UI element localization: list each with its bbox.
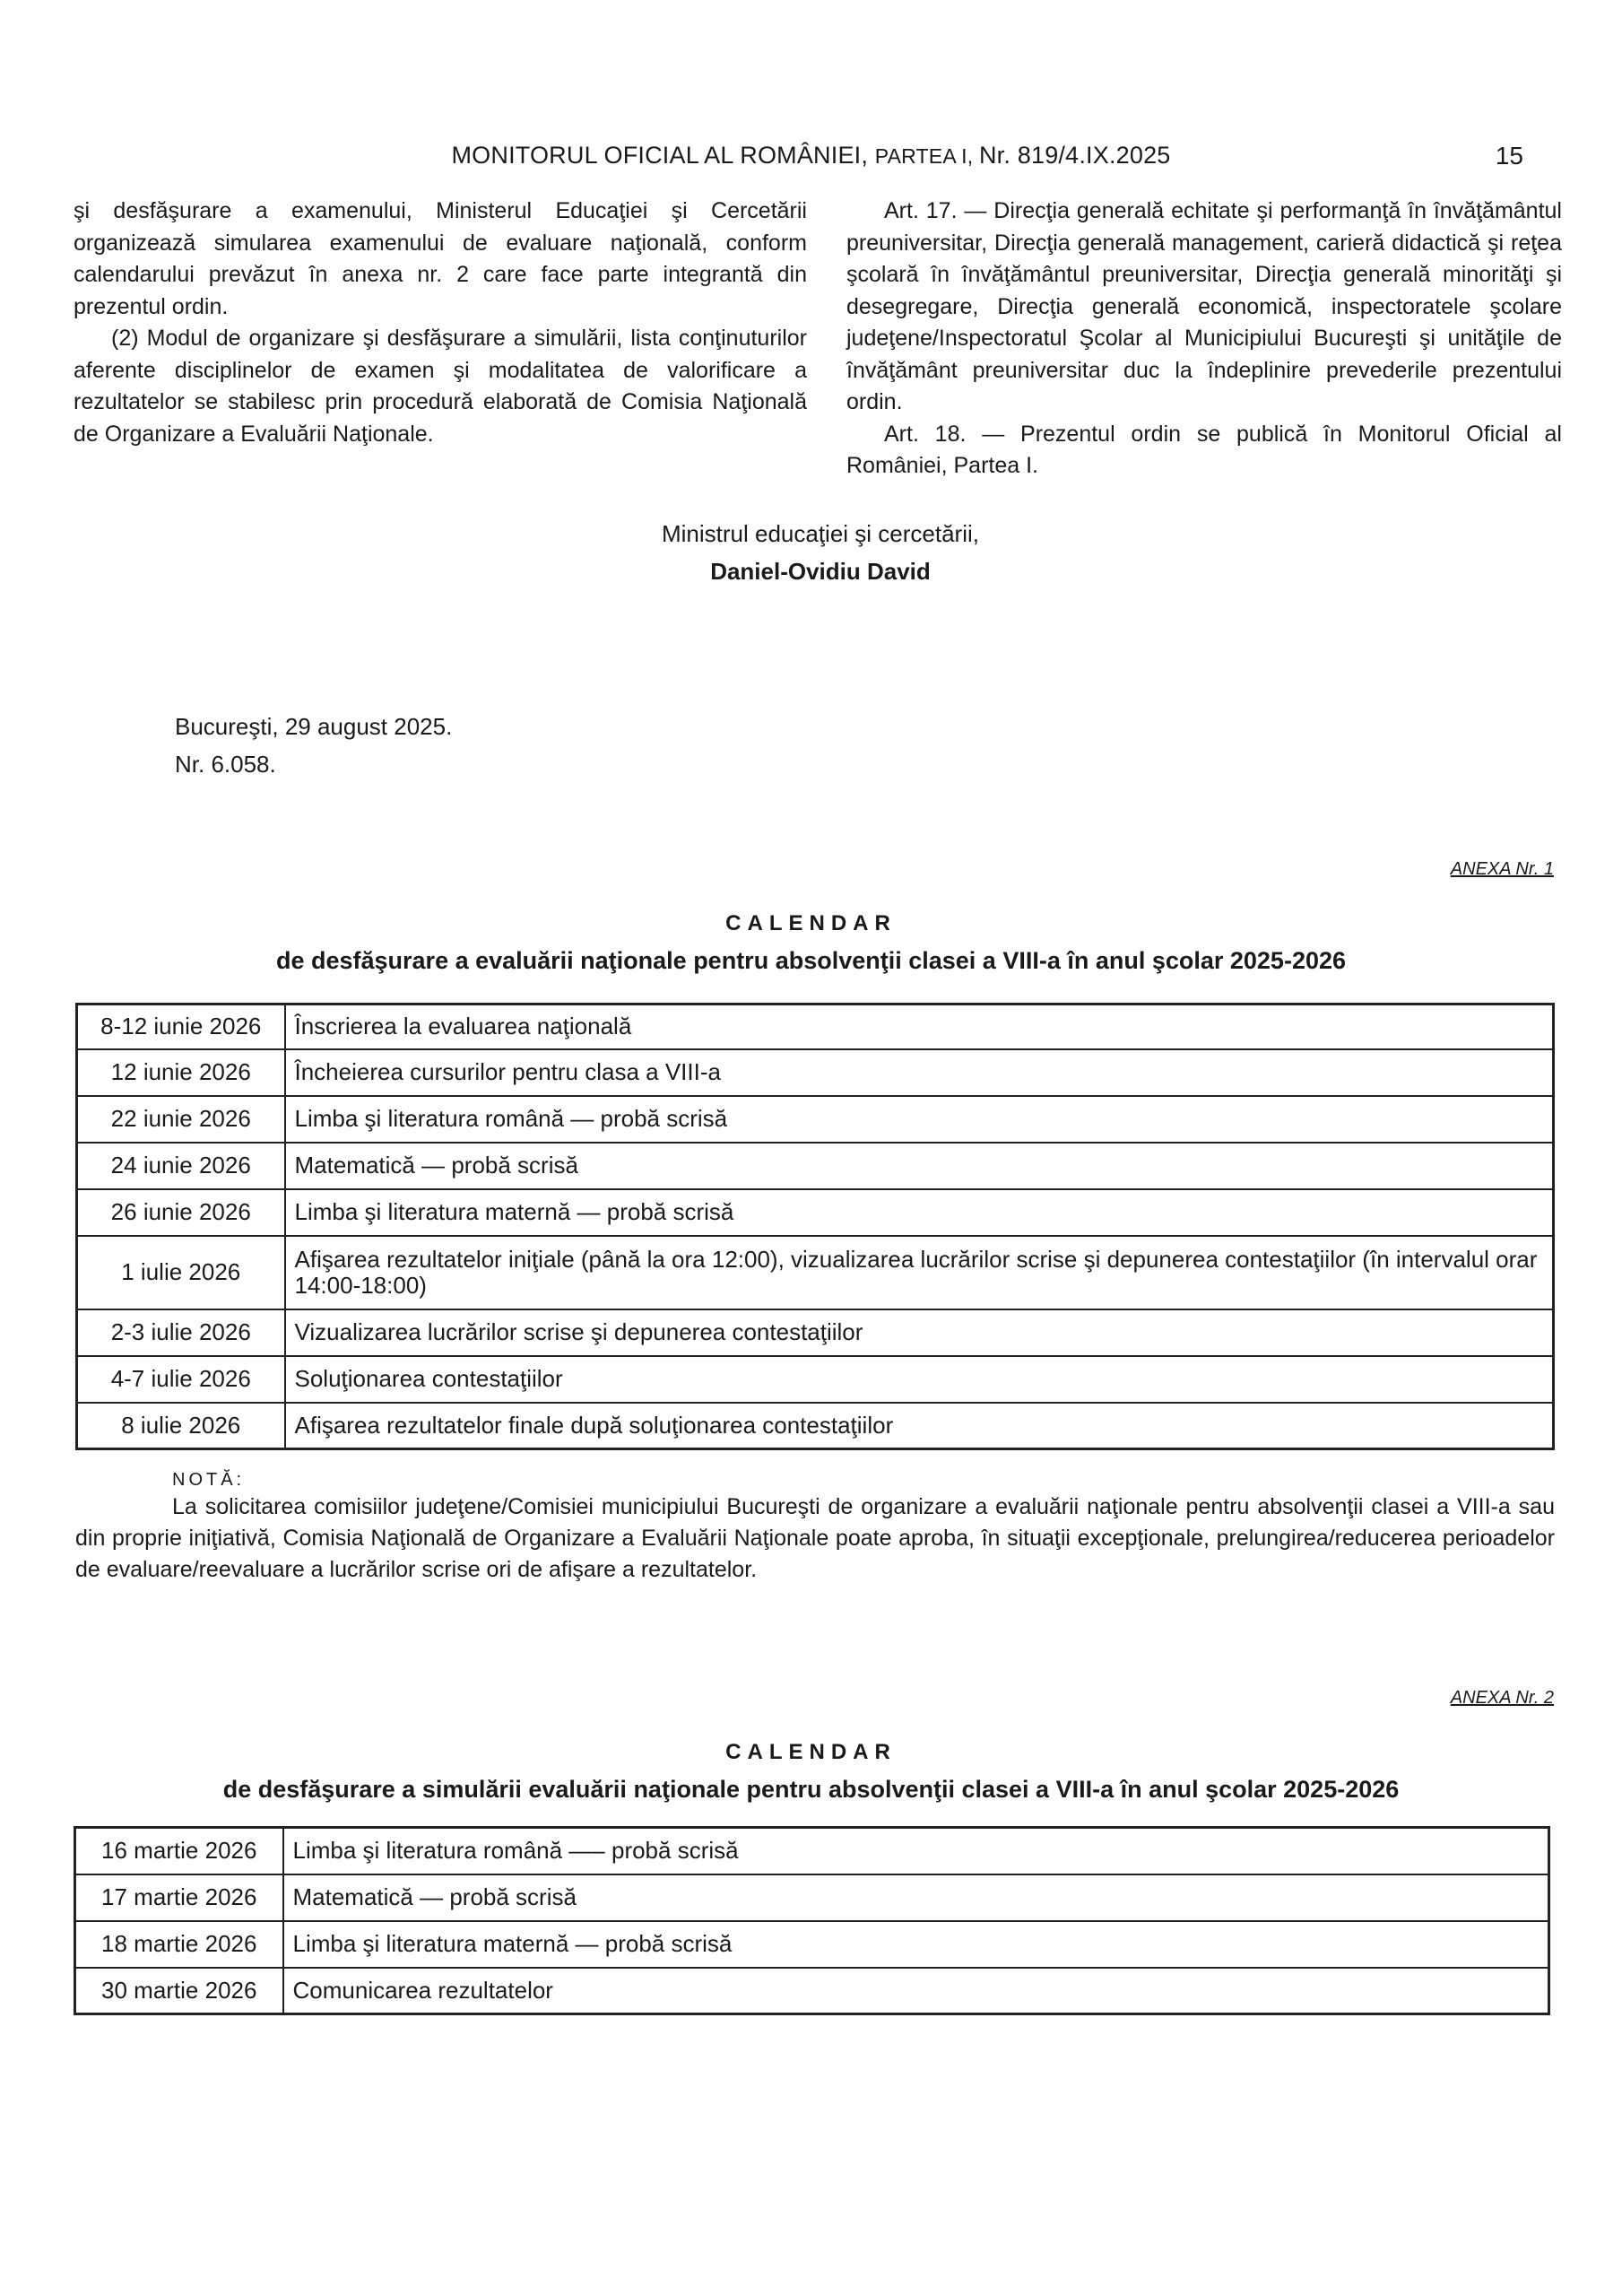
- page-number: 15: [1495, 142, 1523, 170]
- table-row: [75, 1921, 1549, 1968]
- table-row: [75, 1874, 1549, 1921]
- annex-1-label: ANEXA Nr. 1: [1450, 859, 1554, 879]
- order-number: Nr. 6.058.: [175, 751, 276, 778]
- note-text: La solicitarea comisiilor judeţene/Comisiei municipiului Bucureşti de organizare a evaluării naţionale pentru absolvenţii clasei a VIII-a sau din proprie iniţiativă, Comisia Naţională de Organizare a Evaluării Naţionale poate aproba, în situaţii excepţionale, prelungirea/reducerea perioadelor de evaluare/reevaluare a lucrărilor scrise ori de afişare a rezultatelor.: [75, 1494, 1555, 1582]
- event-cell: Înscrierea la evaluarea naţională: [285, 1004, 1554, 1049]
- annex-1-title: CALENDAR: [725, 911, 897, 935]
- article-17: Art. 17. — Direcţia generală echitate şi performanţă în învăţământul preuniversitar, Direcţia generală management, carieră didactică şi reţea şcolară în învăţământul preuniversitar, Direcţia generală minorităţi şi desegregare, Direcţia generală economică, inspectoratele şcolare judeţene/Inspectoratul Şcolar al Municipiului Bucureşti şi unităţile de învăţământ preuniversitar duc la îndeplinire prevederile prezentului ordin.: [846, 198, 1562, 414]
- table-row: [77, 1236, 1554, 1309]
- date-cell: 30 martie 2026: [75, 1968, 283, 2014]
- date-cell: 4-7 iulie 2026: [77, 1356, 285, 1403]
- table-row: [75, 1828, 1549, 1874]
- title-main: MONITORUL OFICIAL AL ROMÂNIEI,: [451, 142, 875, 169]
- table-row: [77, 1309, 1554, 1356]
- right-column: [846, 196, 1562, 483]
- note-label: NOTĂ:: [172, 1470, 246, 1490]
- left-column: [74, 196, 807, 450]
- event-cell: Vizualizarea lucrărilor scrise şi depunerea contestaţiilor: [285, 1309, 1554, 1356]
- table-row: [77, 1049, 1554, 1096]
- date-cell: 16 martie 2026: [75, 1828, 283, 1874]
- signature-name: Daniel-Ovidiu David: [710, 558, 931, 585]
- annex-2-table: [74, 1826, 1550, 2015]
- title-part: PARTEA I,: [874, 144, 979, 168]
- table-row: [77, 1189, 1554, 1236]
- annex-1-subtitle: de desfăşurare a evaluării naţionale pentru absolvenţii clasei a VIII-a în anul şcolar 2025-2026: [275, 947, 1347, 974]
- date-cell: 1 iulie 2026: [77, 1236, 285, 1309]
- event-cell: Limba şi literatura maternă — probă scrisă: [285, 1189, 1554, 1236]
- place-date: [175, 708, 452, 783]
- table-row: [77, 1356, 1554, 1403]
- note-block: [75, 1468, 1555, 1586]
- date-cell: 24 iunie 2026: [77, 1143, 285, 1189]
- table-row: [77, 1143, 1554, 1189]
- place-date-line-1: Bucureşti, 29 august 2025.: [175, 713, 453, 740]
- event-cell: Matematică — probă scrisă: [285, 1143, 1554, 1189]
- date-cell: 22 iunie 2026: [77, 1096, 285, 1143]
- event-cell: Încheierea cursurilor pentru clasa a VIII-a: [285, 1049, 1554, 1096]
- date-cell: 8-12 iunie 2026: [77, 1004, 285, 1049]
- signature-block: [0, 515, 1622, 590]
- table-row: [77, 1096, 1554, 1143]
- title-issue: Nr. 819/4.IX.2025: [978, 142, 1171, 169]
- annex-2-title: CALENDAR: [725, 1740, 897, 1764]
- date-cell: 26 iunie 2026: [77, 1189, 285, 1236]
- date-cell: 12 iunie 2026: [77, 1049, 285, 1096]
- event-cell: Limba şi literatura română — probă scrisă: [285, 1096, 1554, 1143]
- page-header: [0, 142, 1622, 178]
- date-cell: 18 martie 2026: [75, 1921, 283, 1968]
- event-cell: Limba şi literatura română —– probă scrisă: [283, 1828, 1549, 1874]
- left-paragraph-2: (2) Modul de organizare şi desfăşurare a simulării, lista conţinuturilor aferente disciplinelor de examen şi modalitatea de valorificare a rezultatelor se stabilesc prin procedură elaborată de Comisia Naţională de Organizare a Evaluării Naţionale.: [74, 326, 807, 447]
- article-18: Art. 18. — Prezentul ordin se publică în Monitorul Oficial al României, Partea I.: [846, 421, 1562, 478]
- date-cell: 2-3 iulie 2026: [77, 1309, 285, 1356]
- event-cell: Soluţionarea contestaţiilor: [285, 1356, 1554, 1403]
- signature-role: Ministrul educaţiei şi cercetării,: [661, 520, 979, 547]
- event-cell: Afişarea rezultatelor iniţiale (până la ora 12:00), vizualizarea lucrărilor scrise şi depunerea contestaţiilor (în intervalul orar 14:00-18:00): [285, 1236, 1554, 1309]
- article-columns: [74, 196, 1562, 509]
- publication-title: [0, 142, 1622, 170]
- annex-2-subtitle: de desfăşurare a simulării evaluării naţionale pentru absolvenţii clasei a VIII-a în anul şcolar 2025-2026: [222, 1776, 1400, 1803]
- date-cell: 8 iulie 2026: [77, 1403, 285, 1449]
- event-cell: Afişarea rezultatelor finale după soluţionarea contestaţiilor: [285, 1403, 1554, 1449]
- event-cell: Matematică — probă scrisă: [283, 1874, 1549, 1921]
- annex-1-table: [75, 1003, 1555, 1450]
- event-cell: Limba şi literatura maternă — probă scrisă: [283, 1921, 1549, 1968]
- table-row: [77, 1004, 1554, 1049]
- left-paragraph-1: şi desfăşurare a examenului, Ministerul Educaţiei şi Cercetării organizează simularea examenului de evaluare naţională, conform calendarului prevăzut în anexa nr. 2 care face parte integrantă din prezentul ordin.: [74, 198, 807, 319]
- table-row: [75, 1968, 1549, 2014]
- date-cell: 17 martie 2026: [75, 1874, 283, 1921]
- table-row: [77, 1403, 1554, 1449]
- event-cell: Comunicarea rezultatelor: [283, 1968, 1549, 2014]
- annex-2-label: ANEXA Nr. 2: [1450, 1688, 1554, 1708]
